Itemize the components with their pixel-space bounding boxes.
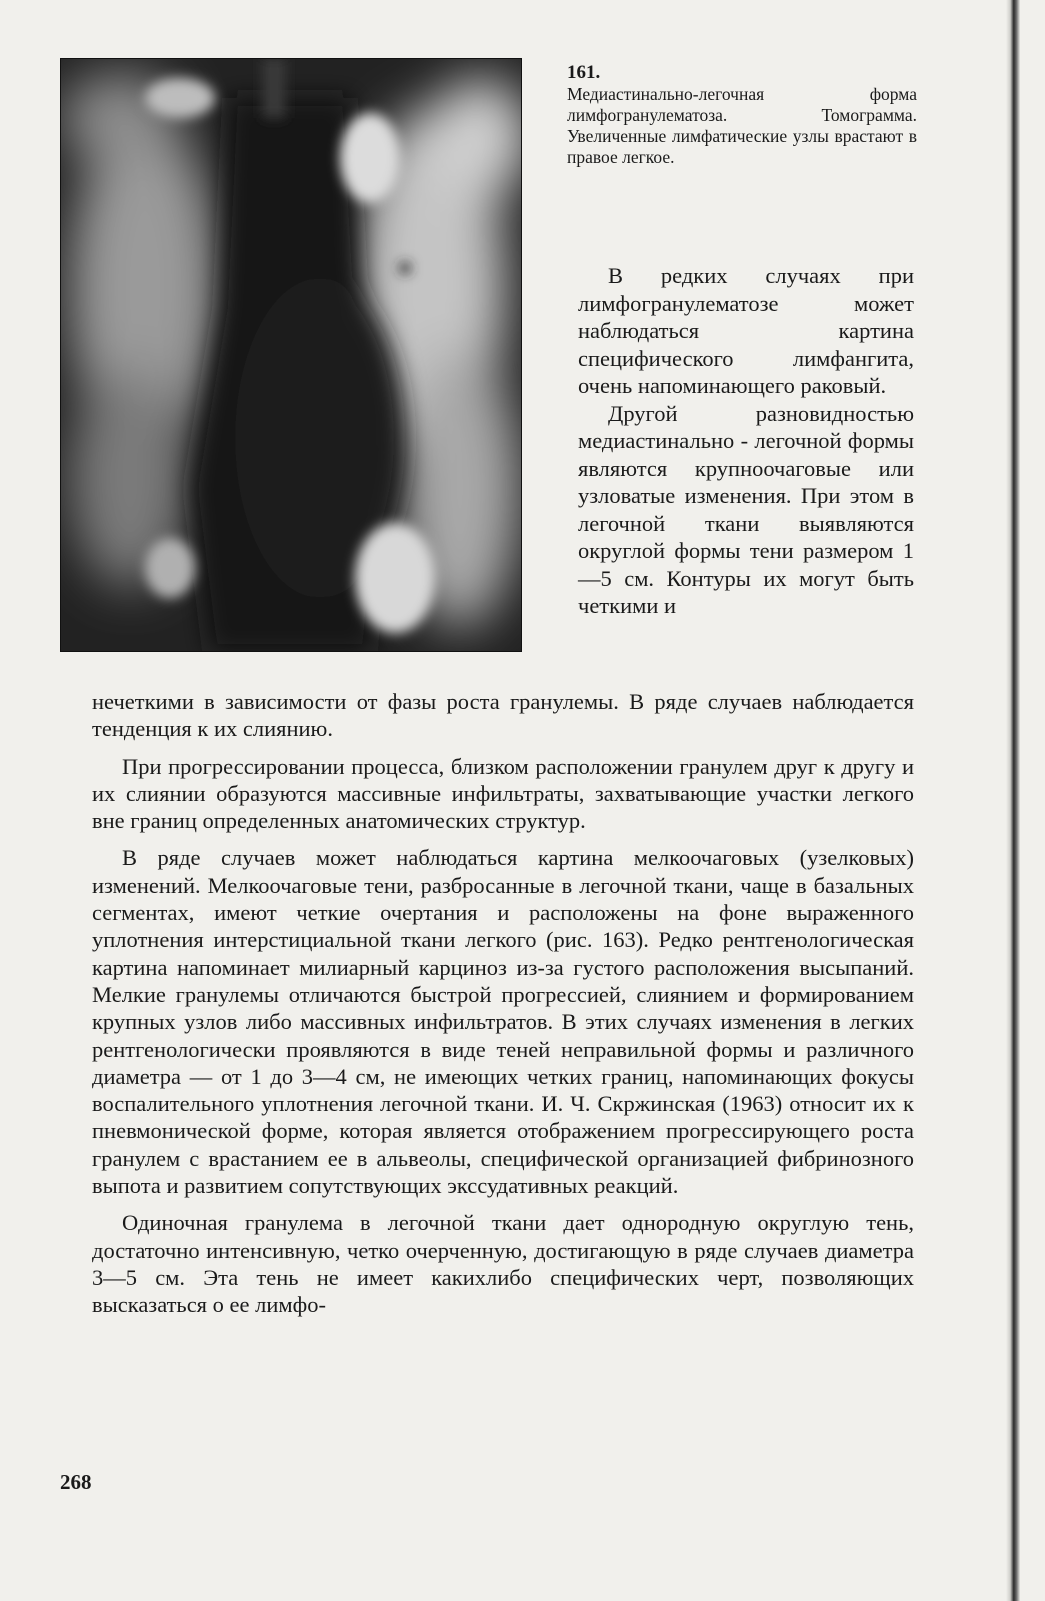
paragraph: В редких случаях при лимфогранулематозе может наблюдаться картина специфического лимфангита, очень напоминающего раковый. — [578, 263, 914, 398]
paragraph: При прогрессировании процесса, близком расположении гранулем друг к другу и их слиянии образуются массивные инфильтраты, захватывающие участки легкого вне границ определенных анатомических структур. — [92, 753, 914, 834]
page-number: 268 — [60, 1470, 92, 1494]
figure-caption — [567, 62, 917, 168]
figure-number: 161. — [567, 62, 601, 83]
paragraph: В ряде случаев может наблюдаться картина мелкоочаговых (узелковых) изменений. Мелкоочаговые тени, разбросанные в легочной ткани, чаще в базальных сегментах, имеют четкие очертания и расположены на фоне выраженного уплотнения интерстициальной ткани легкого (рис. 163). Редко рентгенологическая картина напоминает милиарный карциноз из-за густого расположения высыпаний. Мелкие гранулемы отличаются быстрой прогрессией, слиянием и формированием крупных узлов либо массивных инфильтратов. В этих случаях изменения в легких рентгенологически проявляются в виде теней неправильной формы и различного диаметра — от 1 до 3—4 см, не имеющих четких границ, напоминающих фокусы воспалительного уплотнения легочной ткани. И. Ч. Скржинская (1963) относит их к пневмонической форме, которая является отображением прогрессирующего роста гранулем с врастанием ее в альвеолы, специфической организацией фибринозного выпота и развитием сопутствующих экссудативных реакций. — [92, 845, 914, 1199]
paragraph: нечеткими в зависимости от фазы роста гранулемы. В ряде случаев наблюдается тенденция к их слиянию. — [92, 689, 914, 742]
page-edge — [1006, 0, 1020, 1601]
text-body — [92, 688, 914, 1329]
figure-caption-text: Медиастинально-легочная форма лимфогранулематоза. Томограмма. Увеличенные лимфатические узлы врастают в правое легкое. — [567, 84, 917, 167]
paragraph: Одиночная гранулема в легочной ткани дает однородную округлую тень, достаточно интенсивную, четко очерченную, достигающую в ряде случаев диаметра 3—5 см. Эта тень не имеет какихлибо специфических черт, позволяющих высказаться о ее лимфо- — [92, 1210, 914, 1318]
xray-tomogram-image — [60, 58, 522, 652]
text-column-right — [578, 262, 914, 620]
paragraph: Другой разновидностью медиастинально - легочной формы являются крупноочаговые или узловатые изменения. При этом в легочной ткани выявляются округлой формы тени размером 1—5 см. Контуры их могут быть четкими и — [578, 400, 914, 618]
